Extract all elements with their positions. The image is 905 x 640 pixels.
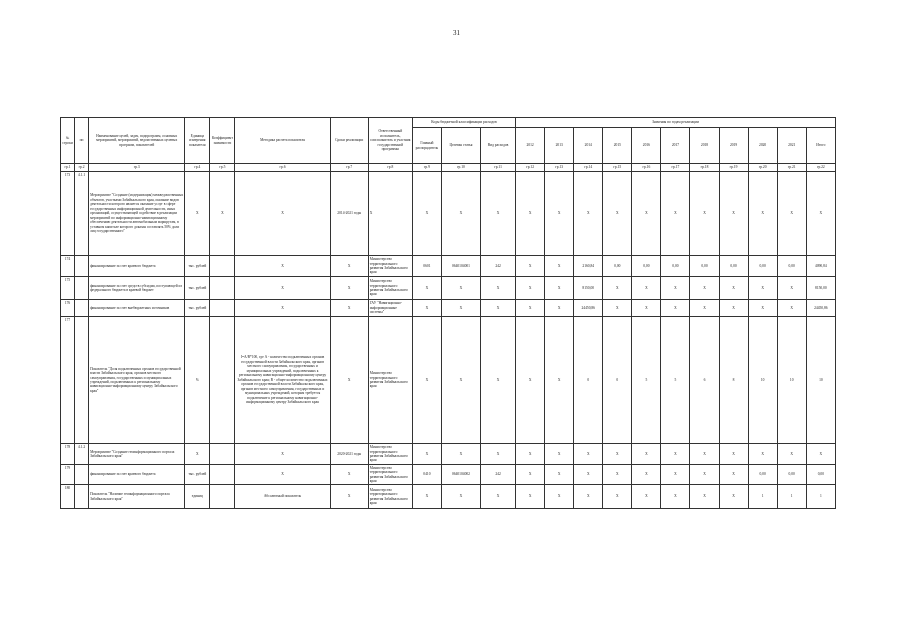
header-budget-group: Коды бюджетной классификации расходов [412,118,515,128]
row-total: X [806,172,835,256]
row-period: X [330,300,368,317]
row-total: 4090,84 [806,256,835,277]
row-target: X [441,300,480,317]
col-number: гр.19 [719,164,748,172]
row-exp-type: X [481,172,516,256]
col-number: гр.2 [75,164,89,172]
row-number: 173 [61,172,75,256]
row-year-value: 6 [690,317,719,444]
col-number: гр.15 [603,164,632,172]
row-year-value: X [632,300,661,317]
row-year-value: X [777,172,806,256]
row-year-value: X [574,172,603,256]
row-coef [210,444,235,465]
row-exp-type: 242 [481,256,516,277]
row-year-value: X [545,485,574,509]
table-body [61,172,836,509]
row-year-value: X [516,465,545,485]
row-year-value: X [777,277,806,300]
row-year-value: X [690,444,719,465]
col-number: гр.12 [516,164,545,172]
row-gl-admin: X [412,317,441,444]
row-coef [210,300,235,317]
row-name: финансирование за счет средств субсидии, поступающей из федерального бюджета в краевой бюджет [89,277,185,300]
row-total: 1 [806,485,835,509]
row-year-value: 0,00 [748,465,777,485]
row-name: Мероприятие "Создание геоинформационного портала Забайкальского края" [89,444,185,465]
row-method: X [235,300,330,317]
row-name: финансирование за счет внебюджетных источников [89,300,185,317]
row-year-value: 8 [719,317,748,444]
row-year-value: 0 [574,317,603,444]
row-target: X [441,485,480,509]
header-year: 2013 [545,128,574,164]
row-executor: ГАУ "Навигационно-информационные системы" [368,300,412,317]
row-method: X [235,172,330,256]
row-year-value: X [690,485,719,509]
header-gl-admin: Главный распорядитель [412,128,441,164]
row-year-value: 0,00 [661,256,690,277]
row-year-value: X [690,172,719,256]
row-unit: X [185,444,210,465]
row-executor: Министерство территориального развития Забайкальского края [368,317,412,444]
table-row [61,256,836,277]
row-year-value: X [516,485,545,509]
row-year-value: 0,00 [690,256,719,277]
row-year-value: X [545,300,574,317]
row-year-value: X [719,444,748,465]
row-year-value: X [690,300,719,317]
row-year-value: X [661,172,690,256]
row-number: 177 [61,317,75,444]
header-coef: Коэффициент значимости [210,118,235,164]
row-total: 24450,86 [806,300,835,317]
row-year-value: X [719,485,748,509]
col-number: гр.11 [481,164,516,172]
row-pp [75,317,89,444]
col-number: гр.1 [61,164,75,172]
row-gl-admin: X [412,277,441,300]
row-target: X [441,317,480,444]
row-executor: Министерство территориального развития Забайкальского края [368,465,412,485]
row-total: 0,00 [806,465,835,485]
col-number: гр.20 [748,164,777,172]
row-exp-type: X [481,444,516,465]
row-year-value: X [574,444,603,465]
row-year-value: X [603,444,632,465]
header-row [61,118,836,128]
header-year: 2020 [748,128,777,164]
row-year-value: X [777,300,806,317]
row-year-value: X [516,172,545,256]
page-number: 31 [453,29,460,37]
row-gl-admin: X [412,172,441,256]
row-year-value: X [545,317,574,444]
row-pp [75,485,89,509]
header-year: 2015 [603,128,632,164]
row-year-value: 0 [603,317,632,444]
row-unit: тыс. рублей [185,465,210,485]
row-year-value: 8150,00 [574,277,603,300]
header-year: 2017 [661,128,690,164]
header-method: Методика расчета показателя [235,118,330,164]
table-row [61,465,836,485]
row-period: 2020-2021 годы [330,444,368,465]
header-year: 2014 [574,128,603,164]
row-year-value: X [632,277,661,300]
row-year-value: X [632,444,661,465]
row-exp-type: X [481,317,516,444]
row-pp [75,256,89,277]
row-target: 0640104002 [441,465,480,485]
header-year: 2019 [719,128,748,164]
row-period: X [330,317,368,444]
row-year-value: X [661,444,690,465]
row-coef [210,317,235,444]
col-number: гр.13 [545,164,574,172]
header-values-group: Значения по годам реализации [516,118,836,128]
row-year-value: X [632,485,661,509]
row-year-value: X [719,172,748,256]
row-year-value: 10 [748,317,777,444]
header-unit: Единица измерения показателя [185,118,210,164]
row-unit: единиц [185,485,210,509]
row-executor: Министерство территориального развития Забайкальского края [368,485,412,509]
row-period: X [330,485,368,509]
row-year-value: 5 [632,317,661,444]
header-pp: пп [75,118,89,164]
row-period: 2014-2021 годы [330,172,368,256]
col-number: гр.9 [412,164,441,172]
row-number: 180 [61,485,75,509]
row-number: 179 [61,465,75,485]
row-total: 10 [806,317,835,444]
header-name: Наименование целей, задач, подпрограмм, основных мероприятий, мероприятий, ведомственных целевых программ, показателей [89,118,185,164]
row-number: 175 [61,277,75,300]
table-row [61,485,836,509]
row-unit: % [185,317,210,444]
row-year-value: X [661,465,690,485]
row-year-value: 0,00 [632,256,661,277]
row-year-value: 0,00 [748,256,777,277]
row-year-value: X [603,277,632,300]
row-exp-type: 242 [481,465,516,485]
row-year-value: X [516,256,545,277]
row-year-value: X [719,277,748,300]
row-gl-admin: 0410 [412,465,441,485]
row-coef [210,256,235,277]
header-executor: Ответственный исполнитель, соисполнитель и участник государственной программы [368,118,412,164]
row-year-value: X [777,444,806,465]
col-number: гр.10 [441,164,480,172]
row-name: Показатель "Доля подключенных органов государственной власти Забайкальского края, органов местного самоуправления, государственных и муниципальных учреждений, подключенных к региональному навигационно-информационному центру Забайкальского края" [89,317,185,444]
row-period: X [330,256,368,277]
row-pp [75,300,89,317]
row-target: X [441,172,480,256]
row-year-value: 0,00 [777,465,806,485]
row-year-value: 0,00 [719,256,748,277]
col-number: гр.8 [368,164,412,172]
header-target: Целевая статья [441,128,480,164]
col-number: гр.17 [661,164,690,172]
col-number: гр.3 [89,164,185,172]
row-year-value: X [719,300,748,317]
row-year-value: X [545,172,574,256]
row-period: X [330,277,368,300]
row-year-value: 1 [748,485,777,509]
row-year-value: X [545,444,574,465]
row-total: X [806,444,835,465]
row-gl-admin: X [412,444,441,465]
row-year-value: X [545,277,574,300]
row-pp: 4.1.2 [75,444,89,465]
header-period: Сроки реализации [330,118,368,164]
row-method: X [235,465,330,485]
row-year-value: X [603,485,632,509]
col-number: гр.14 [574,164,603,172]
header-year: 2021 [777,128,806,164]
row-year-value: 2160,84 [574,256,603,277]
header-exp-type: Вид расходов [481,128,516,164]
row-year-value: X [516,444,545,465]
row-unit: тыс. рублей [185,256,210,277]
row-year-value: X [690,465,719,485]
program-table [60,117,836,509]
row-method: I=A/B*100, где А - количество подключенных органов государственной власти Забайкальского края, органов местного самоуправления, государственных и муниципальных учреждений, подключенных к региональному навигационно-информационному центру Забайкальского края; В - общее количество подключенных органов государственной власти Забайкальского края, органов местного самоуправления, государственных и муниципальных учреждений, которым требуется подключение к региональному навигационно-информационному центру Забайкальского края [235,317,330,444]
row-year-value: X [516,277,545,300]
row-year-value: X [545,465,574,485]
column-number-row [61,164,836,172]
row-year-value: X [690,277,719,300]
col-number: гр.18 [690,164,719,172]
row-total: 8150,00 [806,277,835,300]
row-year-value: X [661,300,690,317]
row-name: финансирование за счет краевого бюджета [89,256,185,277]
row-year-value: X [574,465,603,485]
row-coef [210,277,235,300]
row-period: X [330,465,368,485]
row-year-value: X [748,277,777,300]
row-coef [210,485,235,509]
row-year-value: 10 [777,317,806,444]
row-executor: Министерство территориального развития Забайкальского края [368,277,412,300]
row-year-value: X [603,172,632,256]
col-number: гр.6 [235,164,330,172]
row-number: 178 [61,444,75,465]
row-pp: 4.1.1 [75,172,89,256]
row-year-value: X [545,256,574,277]
col-number: гр.4 [185,164,210,172]
header-total: Итого [806,128,835,164]
row-year-value: X [748,300,777,317]
row-year-value: X [516,317,545,444]
col-number: гр.16 [632,164,661,172]
row-executor: X [368,172,412,256]
col-number: гр.22 [806,164,835,172]
row-method: X [235,256,330,277]
row-target: X [441,444,480,465]
row-coef: X [210,172,235,256]
row-gl-admin: X [412,485,441,509]
row-unit: X [185,172,210,256]
table-row [61,300,836,317]
table-row [61,444,836,465]
row-year-value: X [603,465,632,485]
row-year-value: 24450,86 [574,300,603,317]
col-number: гр.5 [210,164,235,172]
row-name: Мероприятие "Создание (модернизация) межведомственных объектов, участками Забайкальского края, оказание видов деятельности которого является оказание услуг в сфере государственных информационной деятельности, иных организаций, осуществляющей содействие в реализации мероприятий по информационно-навигационному обеспечению деятельности автомобильным маршрутам, в уставном капитале которого доказан составлять 50% доли лиц государственного" [89,172,185,256]
header-year: 2018 [690,128,719,164]
row-year-value: X [516,300,545,317]
row-year-value: X [603,300,632,317]
row-year-value: X [661,277,690,300]
row-executor: Министерство территориального развития Забайкальского края [368,444,412,465]
header-no: № строки [61,118,75,164]
header-year: 2016 [632,128,661,164]
row-method: X [235,444,330,465]
table-row [61,172,836,256]
header-year: 2012 [516,128,545,164]
row-exp-type: X [481,485,516,509]
row-pp [75,277,89,300]
row-gl-admin: 0601 [412,256,441,277]
row-method: Абсолютный показатель [235,485,330,509]
row-target: 0640104001 [441,256,480,277]
row-year-value: X [748,172,777,256]
row-unit: тыс. рублей [185,300,210,317]
row-year-value: X [719,465,748,485]
row-year-value: 1 [777,485,806,509]
row-executor: Министерство территориального развития Забайкальского края [368,256,412,277]
row-name: финансирование за счет краевого бюджета [89,465,185,485]
row-year-value: 0,00 [603,256,632,277]
row-target: X [441,277,480,300]
row-number: 176 [61,300,75,317]
row-coef [210,465,235,485]
row-year-value: 0,00 [777,256,806,277]
row-year-value: X [574,485,603,509]
row-gl-admin: X [412,300,441,317]
row-year-value: X [748,444,777,465]
row-name: Показатель "Наличие геоинформационного портала Забайкальского края" [89,485,185,509]
table-row [61,317,836,444]
table-row [61,277,836,300]
row-year-value: X [661,485,690,509]
row-method: X [235,277,330,300]
row-number: 174 [61,256,75,277]
row-year-value: 5 [661,317,690,444]
row-unit: тыс. рублей [185,277,210,300]
row-exp-type: X [481,277,516,300]
row-exp-type: X [481,300,516,317]
col-number: гр.7 [330,164,368,172]
row-year-value: X [632,465,661,485]
col-number: гр.21 [777,164,806,172]
row-pp [75,465,89,485]
row-year-value: X [632,172,661,256]
